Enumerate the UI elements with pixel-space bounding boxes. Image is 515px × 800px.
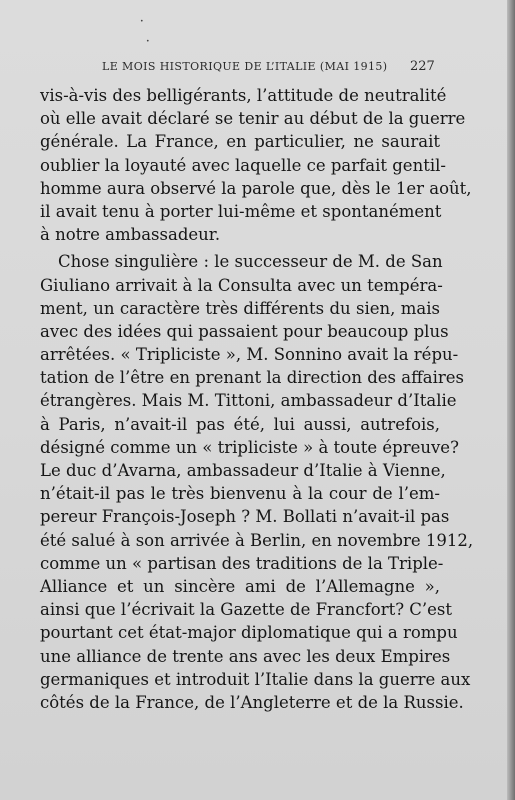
text-line: pourtant cet état-major diplomatique qui a rompu	[40, 623, 458, 643]
text-line: Chose singulière : le successeur de M. de San	[58, 252, 443, 272]
text-line: tation de l’être en prenant la direction des affaires	[40, 368, 465, 388]
text-line: germaniques et introduit l’Italie dans la guerre aux	[40, 669, 471, 689]
text-line: à Paris, n’avait-il pas été, lui aussi, autrefois,	[40, 414, 440, 434]
text-line: désigné comme un « tripliciste » à toute épreuve?	[40, 437, 459, 457]
text-line: Alliance et un sincère ami de l’Allemagne »,	[40, 576, 440, 596]
text-line: oublier la loyauté avec laquelle ce parfait gentil-	[40, 155, 446, 175]
text-line: à notre ambassadeur.	[40, 225, 221, 245]
text-line: vis-à-vis des belligérants, l’attitude de neutralité	[40, 86, 447, 105]
text-line: avec des idées qui passaient pour beaucoup plus	[40, 321, 449, 341]
running-title: LE MOIS HISTORIQUE DE L’ITALIE (MAI 1915)	[102, 60, 388, 73]
text-line: Giuliano arrivait à la Consulta avec un tempéra-	[40, 275, 443, 295]
paragraph-1	[40, 84, 472, 246]
text-line: n’était-il pas le très bienvenu à la cour de l’em-	[40, 484, 440, 504]
text-line: générale. La France, en particulier, ne saurait	[40, 132, 440, 152]
text-line: une alliance de trente ans avec les deux Empires	[40, 646, 451, 666]
text-line: comme un « partisan des traditions de la Triple-	[40, 553, 444, 573]
text-line: où elle avait déclaré se tenir au début de la guerre	[40, 109, 466, 129]
text-line: il avait tenu à porter lui-même et spontanément	[40, 201, 442, 221]
text-line: été salué à son arrivée à Berlin, en novembre 1912,	[40, 530, 474, 550]
text-line: arrêtées. « Tripliciste », M. Sonnino avait la répu-	[40, 345, 459, 365]
text-line: étrangères. Mais M. Tittoni, ambassadeur d’Italie	[40, 391, 457, 411]
print-speck: •	[140, 18, 144, 25]
running-header	[0, 60, 515, 82]
text-line: homme aura observé la parole que, dès le 1er août,	[40, 178, 472, 198]
text-line: ainsi que l’écrivait la Gazette de Francfort? C’est	[40, 600, 453, 620]
text-line: ment, un caractère très différents du sien, mais	[40, 298, 440, 318]
paragraph-2	[40, 250, 474, 714]
body-text	[40, 84, 474, 714]
text-line: côtés de la France, de l’Angleterre et de la Russie.	[40, 692, 464, 712]
print-speck: •	[146, 38, 150, 45]
text-line: pereur François-Joseph ? M. Bollati n’avait-il pas	[40, 507, 450, 527]
page-edge-shadow	[507, 0, 515, 800]
page-number: 227	[410, 59, 435, 74]
text-line: Le duc d’Avarna, ambassadeur d’Italie à Vienne,	[40, 461, 446, 480]
